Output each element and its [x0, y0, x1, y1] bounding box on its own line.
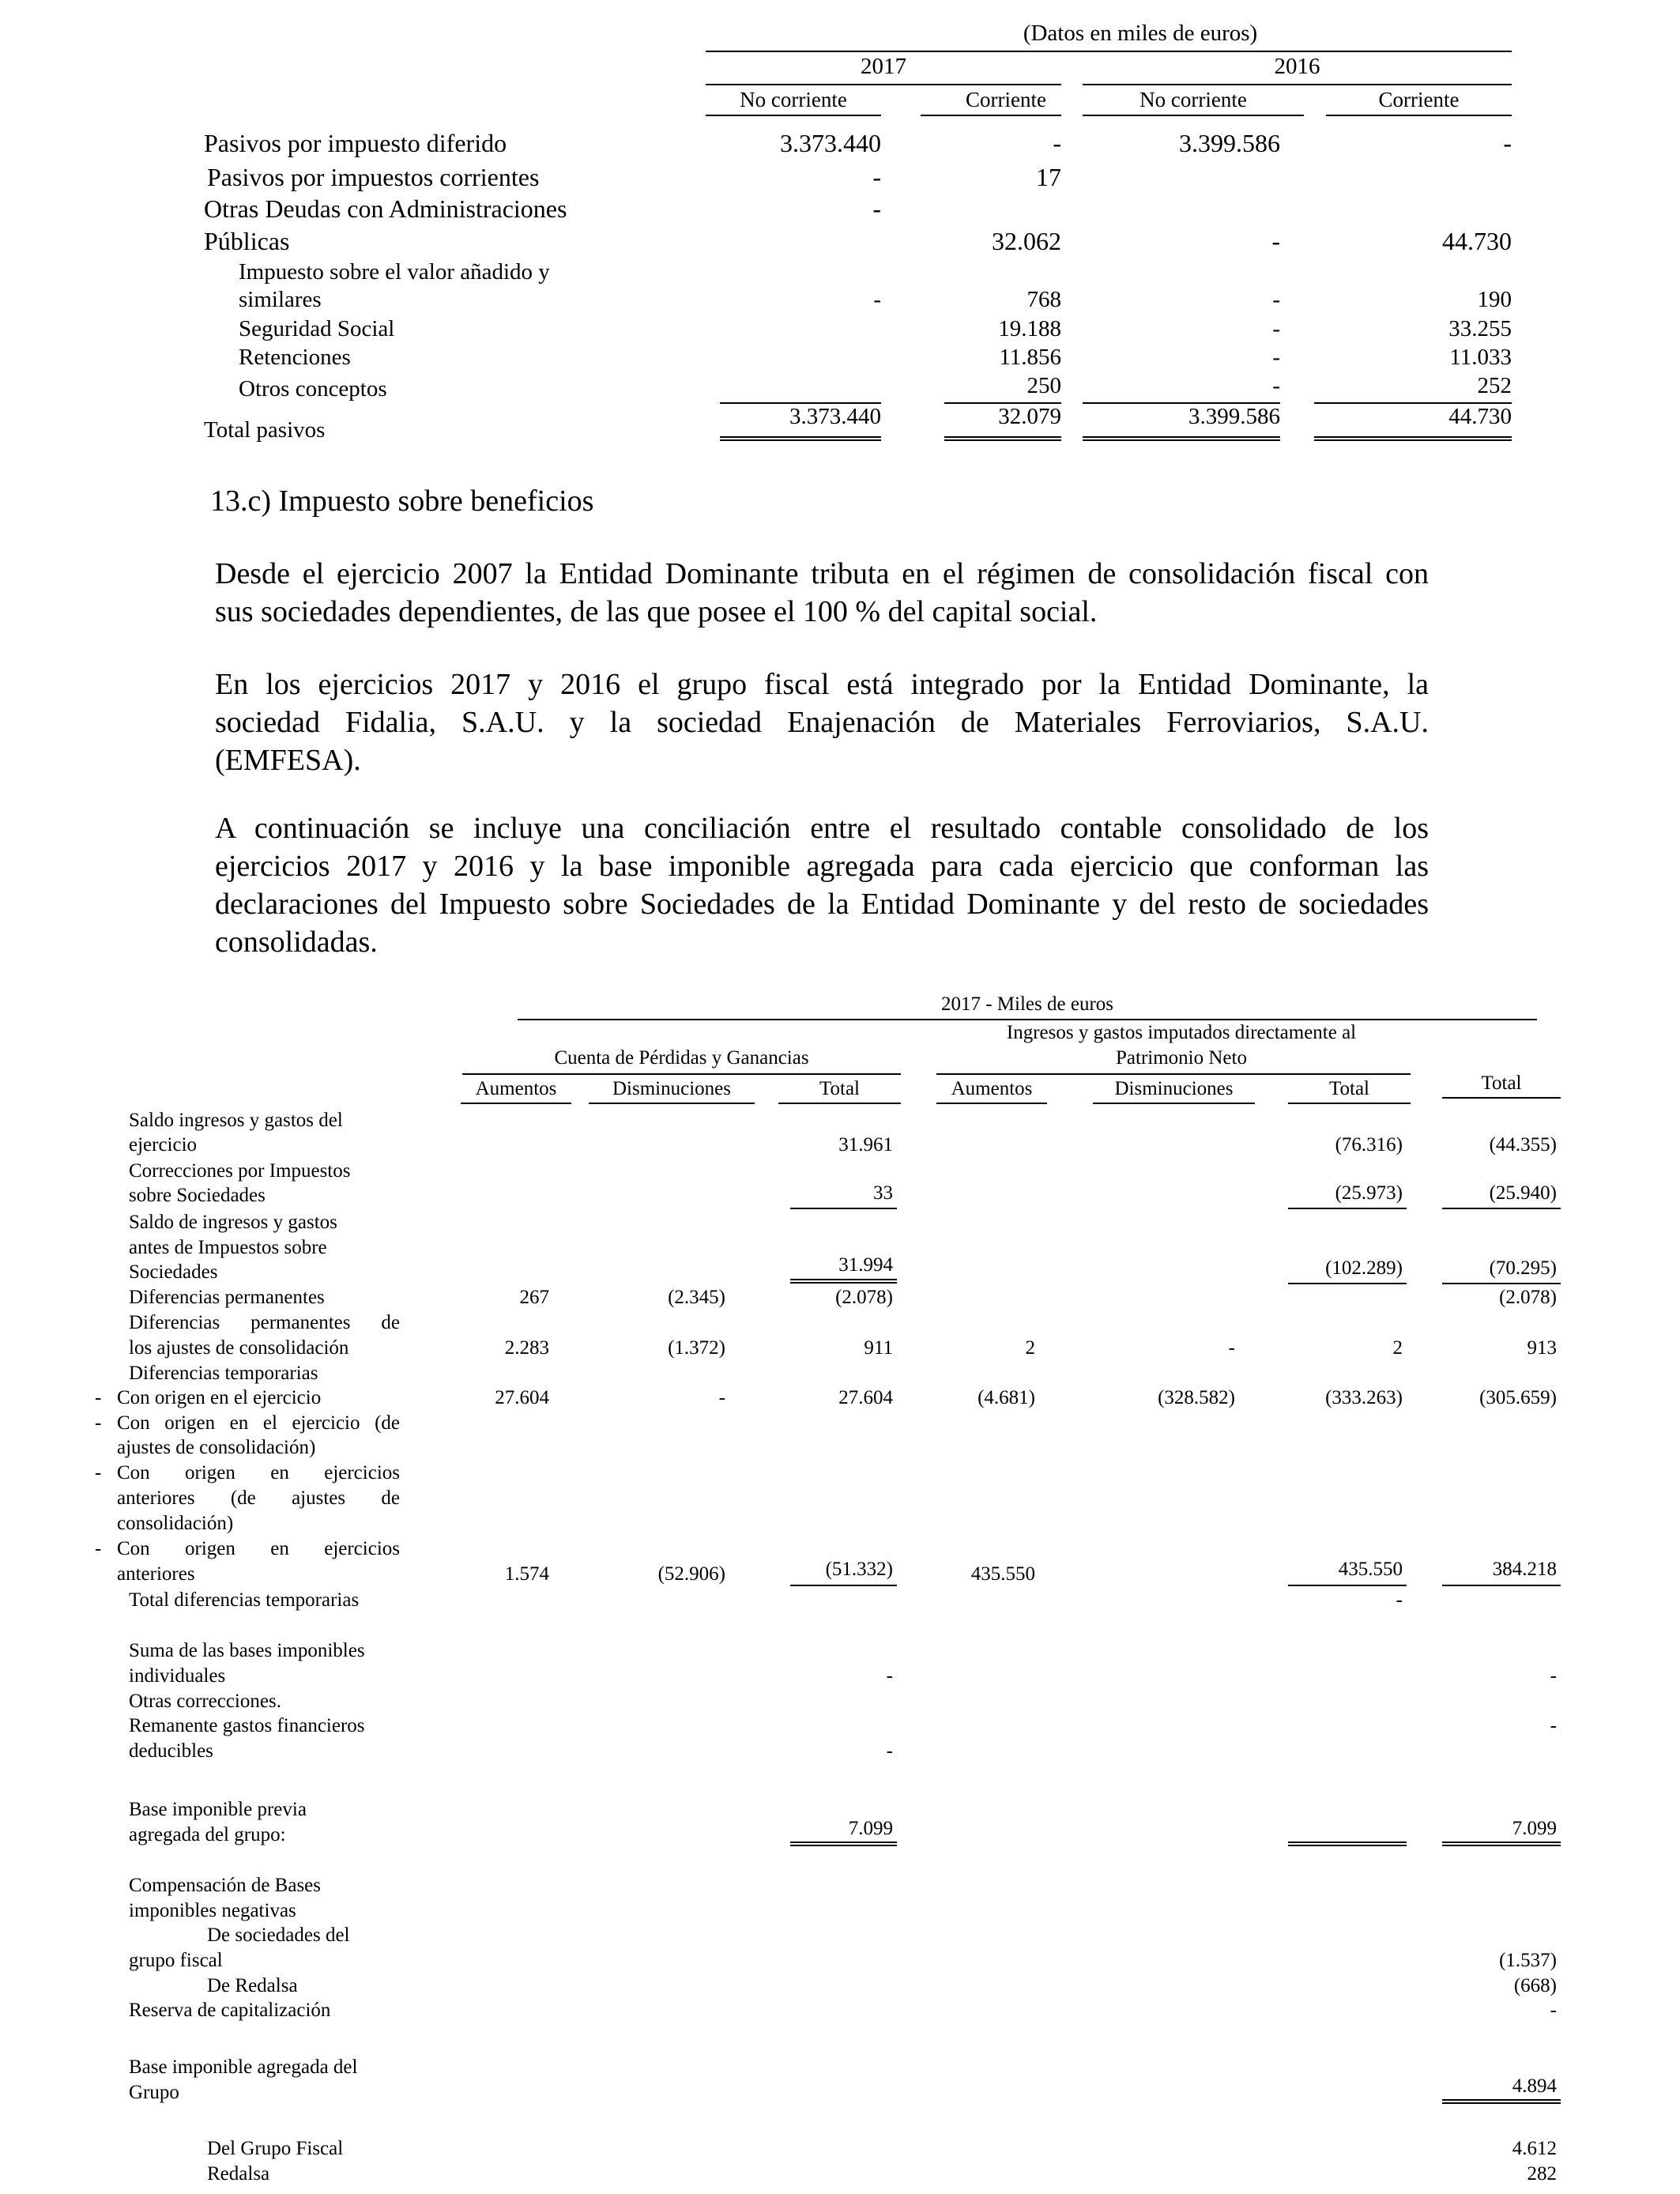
paragraph	[215, 809, 1429, 961]
table2-row-label: Diferencias permanentes	[129, 1287, 325, 1308]
table2-double-rule	[790, 1842, 897, 1846]
table1-year-2017: 2017	[861, 54, 906, 79]
table2-row-label: Con origen en ejercicios	[117, 1538, 400, 1559]
table2-cell: 384.218	[1492, 1559, 1557, 1580]
table2-col-header: Disminuciones	[1114, 1078, 1234, 1099]
table2-row-label: Otras correcciones.	[129, 1691, 281, 1712]
table1-cell: 44.730	[1442, 227, 1512, 255]
table2-subtotal-rule	[1288, 1208, 1407, 1209]
table1-cell: -	[1271, 227, 1280, 255]
table1-cell: -	[1503, 129, 1512, 157]
table1-cell: -	[872, 194, 881, 223]
table2-cell: 435.550	[1338, 1559, 1403, 1580]
table2-row-label: imponibles negativas	[129, 1900, 296, 1921]
table2-row-label: Suma de las bases imponibles	[129, 1640, 365, 1661]
table2-row-label: Reserva de capitalización	[129, 2000, 331, 2021]
table1-year-rule-2016	[1083, 84, 1512, 85]
table2-row-label: grupo fiscal	[129, 1950, 223, 1971]
paragraph-line: consolidadas.	[215, 925, 378, 959]
table1-sub-rule	[921, 115, 1061, 116]
paragraph-line: En los ejercicios 2017 y 2016 el grupo fiscal está integrado por la Entidad Dominante, la	[215, 668, 1429, 701]
table1-subheader: Corriente	[1378, 88, 1460, 111]
table2-cell: (70.295)	[1489, 1257, 1557, 1279]
table2-col-rule	[461, 1103, 571, 1104]
table2-col-header: Disminuciones	[612, 1078, 731, 1099]
table1-cell: 32.062	[992, 227, 1061, 255]
table2-cell: 2	[1392, 1337, 1403, 1359]
paragraph	[215, 555, 1429, 631]
table1-subheader: No corriente	[1139, 88, 1247, 111]
table2-row-label: agregada del grupo:	[129, 1824, 286, 1845]
table1-year-2016: 2016	[1274, 54, 1320, 79]
table2-row-label: Sociedades	[129, 1261, 218, 1283]
table1-cell: 190	[1477, 287, 1512, 312]
table2-group1-header: Cuenta de Pérdidas y Ganancias	[554, 1047, 809, 1069]
table2-row-label: Compensación de Bases	[129, 1875, 322, 1896]
table2-cell: 267	[519, 1287, 549, 1308]
table2-subtotal-rule	[1442, 1208, 1561, 1209]
table2-subtotal-rule	[790, 1585, 897, 1586]
table2-col-header: Aumentos	[475, 1078, 557, 1099]
table2-row-label: De sociedades del	[207, 1924, 350, 1946]
table1-row-label: Retenciones	[239, 345, 351, 370]
section-title: 13.c) Impuesto sobre beneficios	[210, 484, 594, 518]
table2-double-rule	[1442, 1842, 1561, 1846]
table2-cell: 4.894	[1512, 2075, 1557, 2097]
table2-col-header: Total	[1481, 1072, 1522, 1094]
table1-total-cell: 32.079	[998, 404, 1061, 429]
table1-cell: 11.033	[1449, 345, 1512, 370]
table1-total-cell: 3.373.440	[789, 404, 881, 429]
table2-group-rule	[936, 1073, 1411, 1075]
table1-cell: 11.856	[999, 345, 1061, 370]
table2-cell: (2.345)	[668, 1287, 725, 1308]
table2-cell: (102.289)	[1325, 1257, 1403, 1279]
table2-row-label: Con origen en el ejercicio	[117, 1387, 322, 1408]
table2-cell: 33	[873, 1182, 893, 1204]
table2-cell: (52.906)	[657, 1563, 725, 1585]
table2-row-label: deducibles	[129, 1740, 213, 1762]
table1-sub-rule	[706, 115, 881, 116]
table2-cell: 1.574	[504, 1563, 549, 1585]
paragraph-line: Desde el ejercicio 2007 la Entidad Dominante tributa en el régimen de consolidación fiscal con	[215, 557, 1429, 590]
table2-col-rule	[1288, 1103, 1411, 1104]
table1-row-label: Otras Deudas con Administraciones	[204, 194, 567, 223]
table2-col-header: Total	[1328, 1078, 1369, 1099]
table2-subtotal-rule	[1442, 1283, 1561, 1284]
table2-row-label: Redalsa	[207, 2163, 270, 2185]
table2-cell: 27.604	[838, 1387, 893, 1408]
table2-row-label: ejercicio	[129, 1134, 198, 1155]
table2-col-rule	[936, 1103, 1047, 1104]
table2-double-rule	[1288, 1842, 1407, 1846]
table2-row-label: Base imponible previa	[129, 1799, 307, 1820]
table1-cell: 3.399.586	[1179, 129, 1280, 157]
table2-cell: (44.355)	[1489, 1134, 1557, 1155]
table2-cell: -	[886, 1665, 893, 1687]
table2-double-rule	[1442, 2099, 1561, 2104]
table2-cell: 911	[864, 1337, 893, 1359]
table2-col-header: Aumentos	[951, 1078, 1033, 1099]
table1-cell: -	[1053, 129, 1061, 157]
table2-row-label: Correcciones por Impuestos	[129, 1160, 351, 1182]
table1-double-rule	[944, 436, 1061, 441]
table2-row-label: Saldo ingresos y gastos del	[129, 1110, 343, 1131]
table2-row-label: Del Grupo Fiscal	[207, 2138, 344, 2159]
table2-cell: 435.550	[970, 1563, 1035, 1585]
table1-double-rule	[720, 436, 881, 441]
table2-group2-header: Patrimonio Neto	[1116, 1047, 1247, 1069]
table1-cell: 768	[1026, 287, 1061, 312]
table1-double-rule	[1314, 436, 1512, 441]
table2-group2-header: Ingresos y gastos imputados directamente al	[1006, 1022, 1357, 1043]
table2-subtotal-rule	[1442, 1585, 1561, 1586]
table1-sub-rule	[1083, 115, 1304, 116]
table1-cell: 252	[1477, 373, 1512, 398]
paragraph-line: sociedad Fidalia, S.A.U. y la sociedad Enajenación de Materiales Ferroviarios, S.A.U.	[215, 706, 1429, 739]
paragraph	[215, 665, 1429, 779]
table1-subheader: Corriente	[966, 88, 1046, 111]
table1-cell: -	[1272, 287, 1280, 312]
table2-row-label: individuales	[129, 1665, 226, 1687]
table2-cell: 7.099	[848, 1818, 893, 1839]
table1-cell: -	[873, 287, 881, 312]
table1-total-cell: 44.730	[1448, 404, 1512, 429]
table1-row-label: similares	[239, 287, 322, 312]
table2-cell: (2.078)	[835, 1287, 893, 1308]
table2-cell: -	[1550, 1715, 1557, 1736]
table1-cell: 19.188	[998, 316, 1061, 341]
table2-row-label: los ajustes de consolidación	[129, 1337, 349, 1359]
paragraph-line: ejercicios 2017 y 2016 y la base imponible agregada para cada ejercicio que conforman las	[215, 850, 1429, 883]
table2-row-label: Remanente gastos financieros	[129, 1715, 365, 1736]
table2-cell: -	[886, 1740, 893, 1762]
table2-cell: (668)	[1513, 1975, 1557, 1996]
table2-double-rule	[790, 1279, 897, 1284]
table1-cell: -	[1272, 373, 1280, 398]
table1-row-label: Impuesto sobre el valor añadido y	[239, 259, 550, 285]
table2-bullet: -	[95, 1387, 102, 1408]
table1-row-label: Públicas	[204, 227, 290, 255]
table1-row-label: Otros conceptos	[239, 376, 387, 401]
table2-cell: (2.078)	[1499, 1287, 1557, 1308]
table2-row-label: Grupo	[129, 2082, 179, 2103]
paragraph-line: A continuación se incluye una conciliación entre el resultado contable consolidado de los	[215, 812, 1429, 845]
table1-total-cell: 3.399.586	[1188, 404, 1280, 429]
table2-cell: (25.973)	[1335, 1182, 1403, 1204]
table1-double-rule	[1083, 436, 1280, 441]
table2-cell: 4.612	[1512, 2138, 1557, 2159]
table1-row-label: Pasivos por impuesto diferido	[204, 129, 507, 157]
table2-cell: 31.961	[838, 1134, 893, 1155]
table1-cell: -	[872, 163, 881, 191]
table2-row-label: Con origen en ejercicios	[117, 1462, 400, 1483]
table2-cell: (328.582)	[1158, 1387, 1235, 1408]
table2-row-label: consolidación)	[117, 1513, 234, 1534]
table2-cell: (1.372)	[668, 1337, 725, 1359]
table2-row-label: Con origen en el ejercicio (de	[117, 1412, 400, 1434]
table1-sub-rule	[1326, 115, 1512, 116]
table2-row-label: sobre Sociedades	[129, 1185, 266, 1206]
table2-cell: (4.681)	[977, 1387, 1035, 1408]
table1-row-label: Seguridad Social	[239, 316, 395, 341]
table1-year-rule-2017	[706, 84, 1061, 85]
table2-bullet: -	[95, 1538, 102, 1559]
table2-cell: 913	[1527, 1337, 1557, 1359]
table1-cell: 33.255	[1448, 316, 1512, 341]
table1-cell: 17	[1036, 163, 1061, 191]
table2-cell: -	[1550, 2000, 1557, 2021]
table2-col-header: Total	[819, 1078, 860, 1099]
table2-title: 2017 - Miles de euros	[940, 993, 1114, 1015]
table2-row-label: antes de Impuestos sobre	[129, 1237, 327, 1258]
table2-row-label: Diferencias permanentes de	[129, 1312, 400, 1333]
table2-row-label: anteriores	[117, 1563, 195, 1585]
table2-bullet: -	[95, 1462, 102, 1483]
table2-cell: (25.940)	[1489, 1182, 1557, 1204]
table2-row-label: ajustes de consolidación)	[117, 1437, 316, 1458]
table2-subtotal-rule	[1288, 1585, 1407, 1586]
table2-subtotal-rule	[790, 1208, 897, 1209]
table2-cell: -	[1396, 1589, 1403, 1611]
table2-cell: 7.099	[1512, 1818, 1557, 1839]
table1-unit-label: (Datos en miles de euros)	[1023, 21, 1258, 46]
table2-cell: -	[718, 1387, 725, 1408]
table2-row-label: Saldo de ingresos y gastos	[129, 1212, 337, 1233]
table2-col-rule	[1093, 1103, 1255, 1104]
table2-cell: 2	[1025, 1337, 1035, 1359]
table2-col-rule	[778, 1103, 901, 1104]
table1-cell: -	[1272, 345, 1280, 370]
table2-cell: 282	[1527, 2163, 1557, 2185]
table2-cell: (333.263)	[1325, 1387, 1403, 1408]
table2-subtotal-rule	[1288, 1283, 1407, 1284]
table2-cell: -	[1228, 1337, 1235, 1359]
table2-cell: 2.283	[504, 1337, 549, 1359]
table2-cell: 31.994	[838, 1254, 893, 1276]
table1-row-label: Pasivos por impuestos corrientes	[207, 163, 540, 191]
table1-cell: -	[1272, 316, 1280, 341]
table1-subheader: No corriente	[740, 88, 847, 111]
paragraph-line: sus sociedades dependientes, de las que posee el 100 % del capital social.	[215, 595, 1098, 628]
table2-row-label: De Redalsa	[207, 1975, 298, 1996]
table2-col-rule	[589, 1103, 755, 1104]
table2-row-label: Total diferencias temporarias	[129, 1589, 360, 1611]
table2-cell: (76.316)	[1335, 1134, 1403, 1155]
table1-cell: 250	[1026, 373, 1061, 398]
table2-cell: -	[1550, 1665, 1557, 1687]
table2-cell: (1.537)	[1499, 1950, 1557, 1971]
table2-row-label: Base imponible agregada del	[129, 2056, 358, 2078]
table1-total-label: Total pasivos	[204, 417, 326, 443]
table2-col-rule	[1442, 1097, 1561, 1099]
table2-row-label: Diferencias temporarias	[129, 1363, 318, 1384]
table2-cell: (305.659)	[1479, 1387, 1557, 1408]
table2-cell: (51.332)	[825, 1559, 893, 1580]
table2-bullet: -	[95, 1412, 102, 1434]
table2-group-rule	[462, 1073, 901, 1075]
table1-cell: 3.373.440	[780, 129, 881, 157]
table2-cell: 27.604	[495, 1387, 549, 1408]
table2-row-label: anteriores (de ajustes de	[117, 1487, 400, 1509]
paragraph-line: (EMFESA).	[215, 744, 361, 777]
paragraph-line: declaraciones del Impuesto sobre Sociedades de la Entidad Dominante y del resto de sociedades	[215, 888, 1429, 921]
